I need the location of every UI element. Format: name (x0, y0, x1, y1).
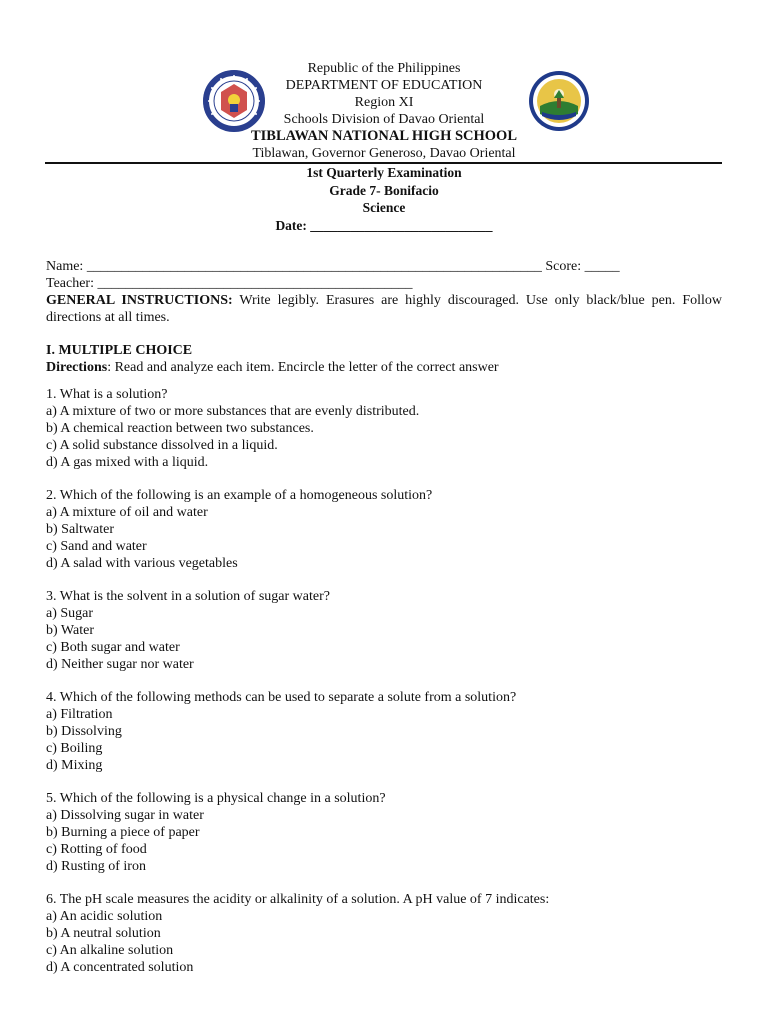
question-list (46, 386, 722, 976)
directions-label: Directions (46, 360, 108, 375)
question-block (46, 487, 722, 572)
answer-option[interactable]: b) A chemical reaction between two substances. (46, 421, 314, 436)
republic-line: Republic of the Philippines (307, 61, 461, 76)
answer-option[interactable]: c) Boiling (46, 741, 103, 756)
answer-option[interactable]: a) An acidic solution (46, 909, 163, 924)
answer-option[interactable]: d) A gas mixed with a liquid. (46, 455, 209, 470)
answer-option[interactable]: a) Sugar (46, 606, 94, 621)
answer-option[interactable]: d) Neither sugar nor water (46, 657, 194, 672)
answer-option[interactable]: c) Sand and water (46, 539, 147, 554)
answer-option[interactable]: c) Rotting of food (46, 842, 147, 857)
question-text: 3. What is the solvent in a solution of sugar water? (46, 589, 330, 604)
section-directions (46, 359, 722, 376)
letterhead (0, 60, 768, 162)
answer-option[interactable]: a) A mixture of oil and water (46, 505, 208, 520)
answer-option[interactable]: a) Dissolving sugar in water (46, 808, 204, 823)
question-block (46, 689, 722, 774)
answer-option[interactable]: a) A mixture of two or more substances that are evenly distributed. (46, 404, 420, 419)
answer-option[interactable]: b) Water (46, 623, 94, 638)
answer-option[interactable]: d) A salad with various vegetables (46, 556, 238, 571)
exam-body (46, 258, 722, 992)
exam-grade: Grade 7- Bonifacio (329, 182, 439, 198)
answer-option[interactable]: c) A solid substance dissolved in a liquid. (46, 438, 278, 453)
exam-date: Date: ___________________________ (275, 217, 493, 233)
exam-heading (0, 164, 768, 234)
teacher-line[interactable]: Teacher: _____________________________________________ (46, 276, 413, 291)
school-name: TIBLAWAN NATIONAL HIGH SCHOOL (250, 128, 518, 144)
question-text: 6. The pH scale measures the acidity or alkalinity of a solution. A pH value of 7 indicates: (46, 892, 550, 907)
answer-option[interactable]: b) Burning a piece of paper (46, 825, 200, 840)
question-block (46, 790, 722, 875)
answer-option[interactable]: c) Both sugar and water (46, 640, 180, 655)
name-score-line[interactable]: Name: _________________________________________________________________ Score: _____ (46, 259, 620, 274)
answer-option[interactable]: b) A neutral solution (46, 926, 161, 941)
answer-option[interactable]: c) An alkaline solution (46, 943, 174, 958)
question-block (46, 386, 722, 471)
answer-option[interactable]: d) Mixing (46, 758, 103, 773)
answer-option[interactable]: b) Dissolving (46, 724, 122, 739)
general-instructions (46, 292, 722, 326)
exam-subject: Science (362, 200, 406, 215)
question-text: 4. Which of the following methods can be used to separate a solute from a solution? (46, 690, 517, 705)
region-line: Region XI (354, 95, 414, 110)
question-block (46, 588, 722, 673)
question-text: 5. Which of the following is a physical change in a solution? (46, 791, 386, 806)
division-line: Schools Division of Davao Oriental (283, 112, 485, 127)
school-address: Tiblawan, Governor Generoso, Davao Oriental (252, 146, 516, 161)
exam-title: 1st Quarterly Examination (306, 165, 462, 180)
department-line: DEPARTMENT OF EDUCATION (285, 78, 483, 93)
answer-option[interactable]: b) Saltwater (46, 522, 115, 537)
answer-option[interactable]: d) Rusting of iron (46, 859, 146, 874)
answer-option[interactable]: d) A concentrated solution (46, 960, 194, 975)
question-block (46, 891, 722, 976)
section-title: I. MULTIPLE CHOICE (46, 343, 193, 358)
answer-option[interactable]: a) Filtration (46, 707, 113, 722)
directions-text: : Read and analyze each item. Encircle the letter of the correct answer (107, 360, 499, 375)
instructions-label: GENERAL INSTRUCTIONS: (46, 293, 233, 308)
question-text: 1. What is a solution? (46, 387, 168, 402)
instructions-text: Write legibly. Erasures are highly discouraged. Use only black/blue pen. Follow directions at all times. (46, 293, 722, 325)
question-text: 2. Which of the following is an example of a homogeneous solution? (46, 488, 433, 503)
